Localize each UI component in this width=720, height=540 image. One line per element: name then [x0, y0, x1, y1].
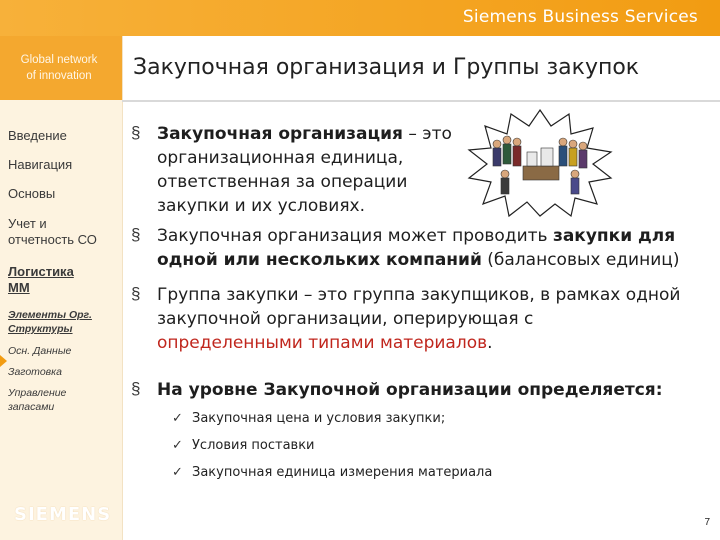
page-number: 7 [704, 517, 710, 528]
nav-item-navigation[interactable]: Навигация [8, 157, 73, 172]
tagline-line1: Global network [20, 54, 98, 66]
bullet-marker: § [131, 123, 141, 142]
nav-item-inventory-line1: Управление [8, 387, 67, 399]
nav-item-inventory-line2: запасами [8, 401, 55, 413]
nav-item-org-structure[interactable] [8, 308, 92, 336]
sub-item-price: Закупочная цена и условия закупки; [192, 411, 446, 426]
bullet2-line2-rest: (балансовых единиц) [481, 250, 680, 270]
nav-item-master-data[interactable]: Осн. Данные [8, 345, 72, 357]
sidebar [0, 36, 123, 540]
bullet4-heading [157, 379, 663, 401]
nav-item-procurement[interactable]: Заготовка [8, 366, 62, 378]
bullet1-line1 [157, 123, 452, 145]
tagline [0, 52, 118, 84]
bullet2-line1-a: Закупочная организация может проводить [157, 226, 553, 246]
bullet3-highlight: определенными типами материалов [157, 333, 488, 353]
nav-item-org-structure-line1: Элементы Орг. [8, 309, 92, 321]
check-icon: ✓ [172, 464, 183, 479]
nav-item-accounting-line1: Учет и [8, 216, 47, 231]
bullet1-line2: организационная единица, [157, 148, 404, 168]
nav-item-inventory[interactable] [8, 386, 66, 414]
bullet3-line1: Группа закупки – это группа закупщиков, в рамках одной [157, 285, 681, 305]
page-title: Закупочная организация и Группы закупок [133, 55, 640, 80]
header-bar [0, 0, 720, 36]
nav-item-accounting-line2: отчетность СО [8, 232, 97, 247]
bullet3-line3 [157, 332, 493, 354]
bullet4-bold: На уровне Закупочной организации определяется: [157, 380, 663, 400]
bullet2-line2-bold: одной или нескольких компаний [157, 250, 482, 270]
nav-item-basics[interactable]: Основы [8, 186, 56, 201]
bullet3-line2: закупочной организации, оперирующая с [157, 309, 534, 329]
bullet-marker: § [131, 379, 141, 398]
bullet2-line2 [157, 249, 679, 271]
nav-item-logistics[interactable] [8, 264, 74, 296]
nav-item-logistics-line1: Логистика [8, 264, 74, 279]
nav-item-accounting[interactable] [8, 216, 97, 248]
check-icon: ✓ [172, 410, 183, 425]
bullet2-line1 [157, 225, 675, 247]
nav-item-org-structure-line2: Структуры [8, 323, 73, 335]
tagline-line2: of innovation [26, 70, 92, 82]
current-item-arrow-icon [0, 355, 7, 367]
title-divider [122, 100, 720, 102]
bullet1-line3: ответственная за операции [157, 172, 408, 192]
nav-item-logistics-line2: ММ [8, 280, 30, 295]
starburst-shape [469, 110, 611, 216]
bullet1-line1-rest: – это [402, 124, 452, 144]
people-meeting-illustration [465, 108, 615, 218]
bullet1-term: Закупочная организация [157, 124, 403, 144]
sub-item-unit: Закупочная единица измерения материала [192, 465, 493, 480]
brand-title: Siemens Business Services [462, 7, 698, 27]
bullet-marker: § [131, 284, 141, 303]
bullet1-line4: закупки и их условиях. [157, 196, 366, 216]
bullet3-line3-rest: . [487, 333, 493, 353]
sidebar-header [0, 36, 122, 100]
check-icon: ✓ [172, 437, 183, 452]
sub-item-delivery: Условия поставки [192, 438, 315, 453]
bullet2-line1-bold: закупки для [552, 226, 676, 246]
nav-item-introduction[interactable]: Введение [8, 128, 67, 143]
bullet-marker: § [131, 225, 141, 244]
siemens-logo: SIEMENS [14, 504, 112, 525]
